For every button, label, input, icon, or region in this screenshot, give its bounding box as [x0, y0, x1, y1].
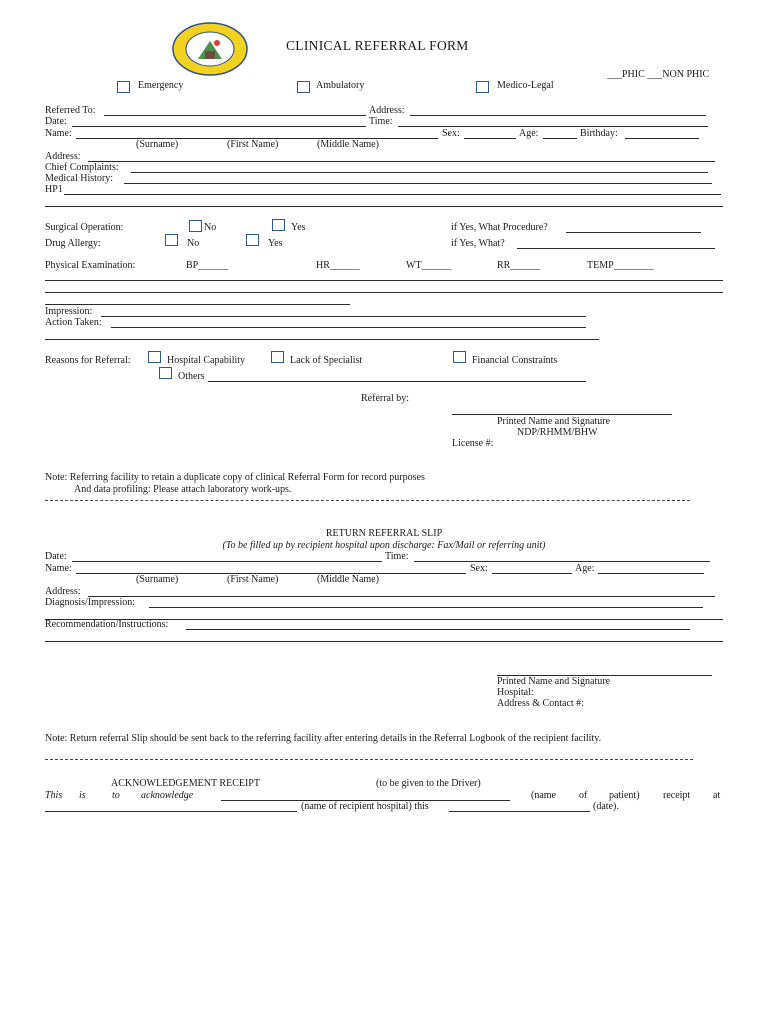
impression-label: Impression:: [45, 306, 93, 317]
financial-constraints-label: Financial Constraints: [472, 355, 558, 366]
bp-field[interactable]: BP______: [186, 260, 229, 271]
ack-date-field[interactable]: [449, 811, 590, 812]
referred-to-label: Referred To:: [45, 105, 96, 116]
return-address-contact-label: Address & Contact #:: [497, 698, 584, 709]
rr-field[interactable]: RR______: [497, 260, 541, 271]
hr-field[interactable]: HR______: [316, 260, 360, 271]
ack-recipient-hospital: (name of recipient hospital) this: [301, 801, 429, 812]
exam-notes-line-2[interactable]: [45, 292, 723, 293]
first-name-caption: (First Name): [227, 139, 279, 150]
ack-date-label: (date).: [593, 801, 619, 812]
medical-history-label: Medical History:: [45, 173, 114, 184]
lack-of-specialist-label: Lack of Specialist: [290, 355, 363, 366]
return-printed-name: Printed Name and Signature: [497, 676, 611, 687]
action-taken-label: Action Taken:: [45, 317, 102, 328]
recommendation-field[interactable]: [186, 629, 690, 630]
medico-legal-label: Medico-Legal: [497, 80, 554, 91]
time-field[interactable]: [398, 126, 708, 127]
emergency-checkbox[interactable]: [117, 81, 130, 93]
ambulatory-checkbox[interactable]: [297, 81, 310, 93]
referral-address-label: Address:: [369, 105, 405, 116]
return-sex-label: Sex:: [470, 563, 488, 574]
diagnosis-field[interactable]: [149, 607, 703, 608]
age-label: Age:: [519, 128, 539, 139]
allergy-no-checkbox[interactable]: [165, 234, 178, 246]
referral-role: NDP/RHMM/BHW: [517, 427, 598, 438]
birthday-field[interactable]: [625, 138, 699, 139]
what-procedure-label: if Yes, What Procedure?: [451, 222, 548, 233]
return-date-label: Date:: [45, 551, 67, 562]
return-age-label: Age:: [575, 563, 595, 574]
medical-history-field[interactable]: [124, 183, 712, 184]
impression-field[interactable]: [101, 316, 586, 317]
hospital-capability-label: Hospital Capability: [167, 355, 246, 366]
name-label: Name:: [45, 128, 72, 139]
temp-field[interactable]: TEMP________: [587, 260, 654, 271]
referral-address-field[interactable]: [410, 115, 706, 116]
what-allergy-field[interactable]: [517, 248, 715, 249]
hospital-capability-checkbox[interactable]: [148, 351, 161, 363]
phic-field[interactable]: ___PHIC ___NON PHIC: [607, 69, 710, 80]
return-name-label: Name:: [45, 563, 72, 574]
form-title: CLINICAL REFERRAL FORM: [286, 38, 469, 53]
surgical-no-label: No: [204, 222, 217, 233]
return-first-name-caption: (First Name): [227, 574, 279, 585]
referred-to-field[interactable]: [104, 115, 366, 116]
allergy-yes-checkbox[interactable]: [246, 234, 259, 246]
ack-hospital-field[interactable]: [45, 811, 297, 812]
retain-note-line-1: Note: Referring facility to retain a duplicate copy of clinical Referral Form for record purposes: [45, 472, 425, 483]
return-middle-name-caption: (Middle Name): [317, 574, 379, 585]
sex-label: Sex:: [442, 128, 460, 139]
surgical-operation-label: Surgical Operation:: [45, 222, 124, 233]
allergy-yes-label: Yes: [268, 238, 283, 249]
medico-legal-checkbox[interactable]: [476, 81, 489, 93]
hpi-label: HP1: [45, 184, 63, 195]
allergy-no-label: No: [187, 238, 200, 249]
address-field[interactable]: [88, 161, 715, 162]
surgical-yes-checkbox[interactable]: [272, 219, 285, 231]
diagnosis-label: Diagnosis/Impression:: [45, 597, 135, 608]
ack-word-acknowledge: acknowledge: [141, 790, 194, 801]
ack-at: at: [713, 790, 721, 801]
surgical-yes-label: Yes: [291, 222, 306, 233]
return-address-field[interactable]: [88, 596, 715, 597]
others-field[interactable]: [208, 381, 586, 382]
action-taken-field[interactable]: [111, 327, 586, 328]
return-time-field[interactable]: [414, 561, 710, 562]
retain-note-line-2: And data profiling: Please attach laboratory work-ups.: [74, 484, 292, 495]
others-label: Others: [178, 371, 205, 382]
what-allergy-label: if Yes, What?: [451, 238, 505, 249]
date-label: Date:: [45, 116, 67, 127]
acknowledgement-given-to: (to be given to the Driver): [376, 778, 481, 789]
ack-of: of: [579, 790, 588, 801]
exam-notes-line-3[interactable]: [45, 304, 350, 305]
ack-patient: patient): [609, 790, 640, 801]
ack-word-this: This: [45, 790, 63, 801]
cut-line-2: [45, 759, 693, 760]
ack-word-to: to: [112, 790, 120, 801]
return-note: Note: Return referral Slip should be sent back to the referring facility after entering details in the Referral Logbook of the recipient facility.: [45, 733, 602, 744]
return-address-label: Address:: [45, 586, 81, 597]
acknowledgement-title: ACKNOWLEDGEMENT RECEIPT: [111, 778, 260, 789]
barangay-seal-logo: [171, 21, 249, 77]
middle-name-caption: (Middle Name): [317, 139, 379, 150]
emergency-label: Emergency: [138, 80, 184, 91]
action-taken-field-line-2[interactable]: [45, 339, 599, 340]
age-field[interactable]: [543, 138, 577, 139]
referral-by-label: Referral by:: [361, 393, 410, 404]
return-sex-field[interactable]: [492, 573, 572, 574]
drug-allergy-label: Drug Allergy:: [45, 238, 101, 249]
return-slip-subtitle: (To be filled up by recipient hospital upon discharge: Fax/Mail or referring unit): [222, 540, 546, 551]
return-time-label: Time:: [385, 551, 409, 562]
cut-line-1: [45, 500, 690, 501]
recommendation-field-line-2[interactable]: [45, 641, 723, 642]
chief-complaints-field[interactable]: [131, 172, 708, 173]
what-procedure-field[interactable]: [566, 232, 701, 233]
financial-constraints-checkbox[interactable]: [453, 351, 466, 363]
others-checkbox[interactable]: [159, 367, 172, 379]
return-slip-title: RETURN REFERRAL SLIP: [325, 528, 443, 539]
referral-printed-name: Printed Name and Signature: [497, 416, 611, 427]
return-date-field[interactable]: [72, 561, 382, 562]
ack-word-is: is: [79, 790, 86, 801]
return-hospital-label: Hospital:: [497, 687, 534, 698]
return-surname-caption: (Surname): [136, 574, 179, 585]
recommendation-label: Recommendation/Instructions:: [45, 619, 169, 630]
surgical-no-checkbox[interactable]: [189, 220, 202, 232]
exam-notes-line-1[interactable]: [45, 280, 723, 281]
ambulatory-label: Ambulatory: [316, 80, 365, 91]
return-age-field[interactable]: [598, 573, 704, 574]
license-label: License #:: [452, 438, 494, 449]
sex-field[interactable]: [464, 138, 516, 139]
address-label: Address:: [45, 151, 81, 162]
ack-receipt: receipt: [663, 790, 691, 801]
hpi-field-line-2[interactable]: [45, 206, 723, 207]
birthday-label: Birthday:: [580, 128, 618, 139]
ack-name-of: (name: [531, 790, 556, 801]
referral-signature-line[interactable]: [452, 414, 672, 415]
lack-of-specialist-checkbox[interactable]: [271, 351, 284, 363]
physical-exam-label: Physical Examination:: [45, 260, 136, 271]
hpi-field[interactable]: [64, 194, 721, 195]
date-field[interactable]: [72, 126, 366, 127]
time-label: Time:: [369, 116, 393, 127]
wt-field[interactable]: WT______: [406, 260, 452, 271]
surname-caption: (Surname): [136, 139, 179, 150]
reasons-label: Reasons for Referral:: [45, 355, 131, 366]
chief-complaints-label: Chief Complaints:: [45, 162, 119, 173]
